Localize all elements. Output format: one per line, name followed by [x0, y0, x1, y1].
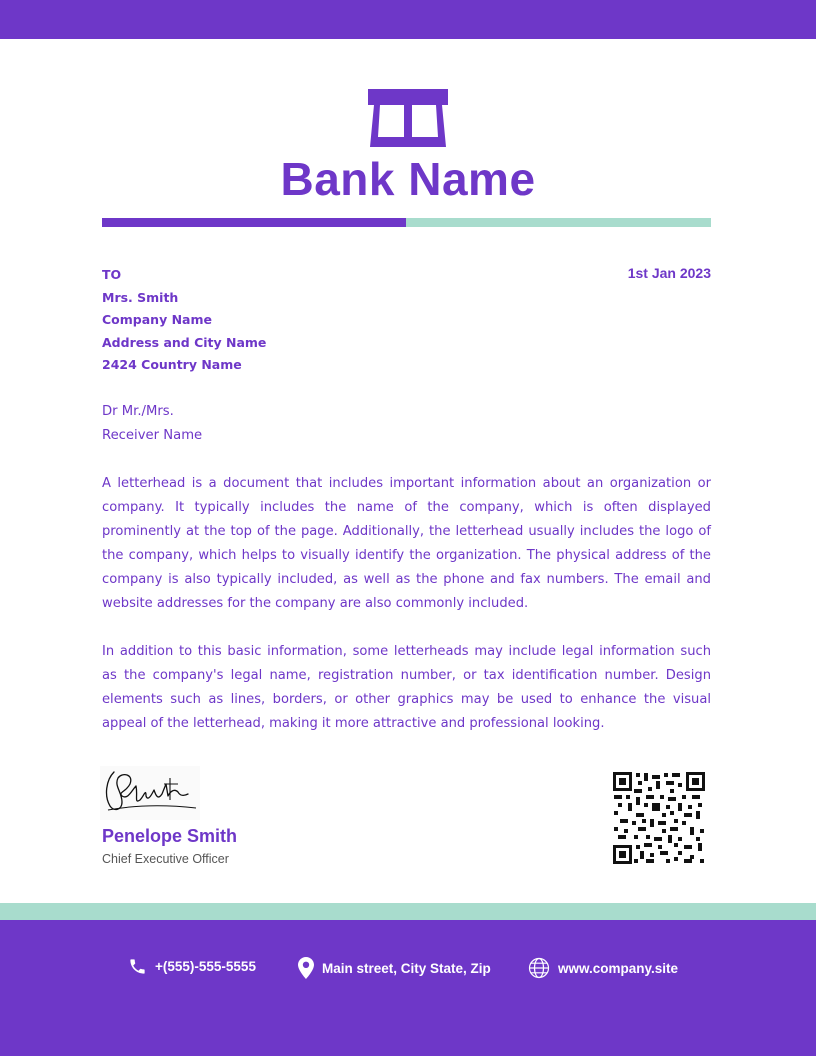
salutation [102, 400, 202, 448]
footer-phone-text: +(555)-555-5555 [155, 959, 256, 974]
sender-name: Penelope Smith [102, 826, 238, 846]
footer-address-text: Main street, City State, Zip [322, 960, 491, 976]
body-paragraph-2: In addition to this basic information, some letterheads may include legal information such as the company's legal name, registration number, or tax identification number. Design elements such as lines, borders, or other graphics may be used to enhance the visual appeal of the letterhead, making it more attractive and professional looking. [102, 644, 711, 731]
recipient-block [102, 264, 266, 377]
recipient-name: Mrs. Smith [102, 289, 179, 305]
bank-counter-icon [366, 87, 450, 149]
footer-mint-band [0, 903, 816, 920]
footer [0, 920, 816, 1056]
globe-icon [528, 957, 550, 979]
phone-icon [128, 957, 147, 976]
recipient-company: Company Name [102, 312, 212, 327]
recipient-country: 2424 Country Name [102, 357, 242, 372]
sender-title: Chief Executive Officer [102, 852, 229, 866]
signature-image [100, 766, 200, 820]
salutation-line-2: Receiver Name [102, 428, 203, 443]
recipient-address: Address and City Name [102, 334, 267, 350]
body-paragraph-1: A letterhead is a document that includes important information about an organization or company. It typically includes the name of the company, which is often displayed prominently at the top of the page. Additionally, the letterhead usually includes the logo of the company, which helps to visually identify the organization. The physical address of the company is also typically included, as well as the phone and fax numbers. The email and website addresses for the company are also commonly included. [102, 476, 711, 611]
top-color-band [0, 0, 816, 39]
footer-phone[interactable] [128, 957, 256, 976]
footer-website[interactable] [528, 957, 678, 979]
bank-name: Bank Name [280, 153, 536, 205]
salutation-line-1: Dr Mr./Mrs. [102, 404, 174, 419]
footer-address [298, 957, 491, 979]
to-label: TO [102, 267, 122, 282]
location-pin-icon [298, 957, 314, 979]
footer-website-text: www.company.site [558, 960, 679, 976]
qr-code[interactable] [612, 771, 706, 865]
header-rule-purple [102, 218, 406, 227]
header-rule-mint [406, 218, 711, 227]
letter-date: 1st Jan 2023 [627, 265, 711, 281]
